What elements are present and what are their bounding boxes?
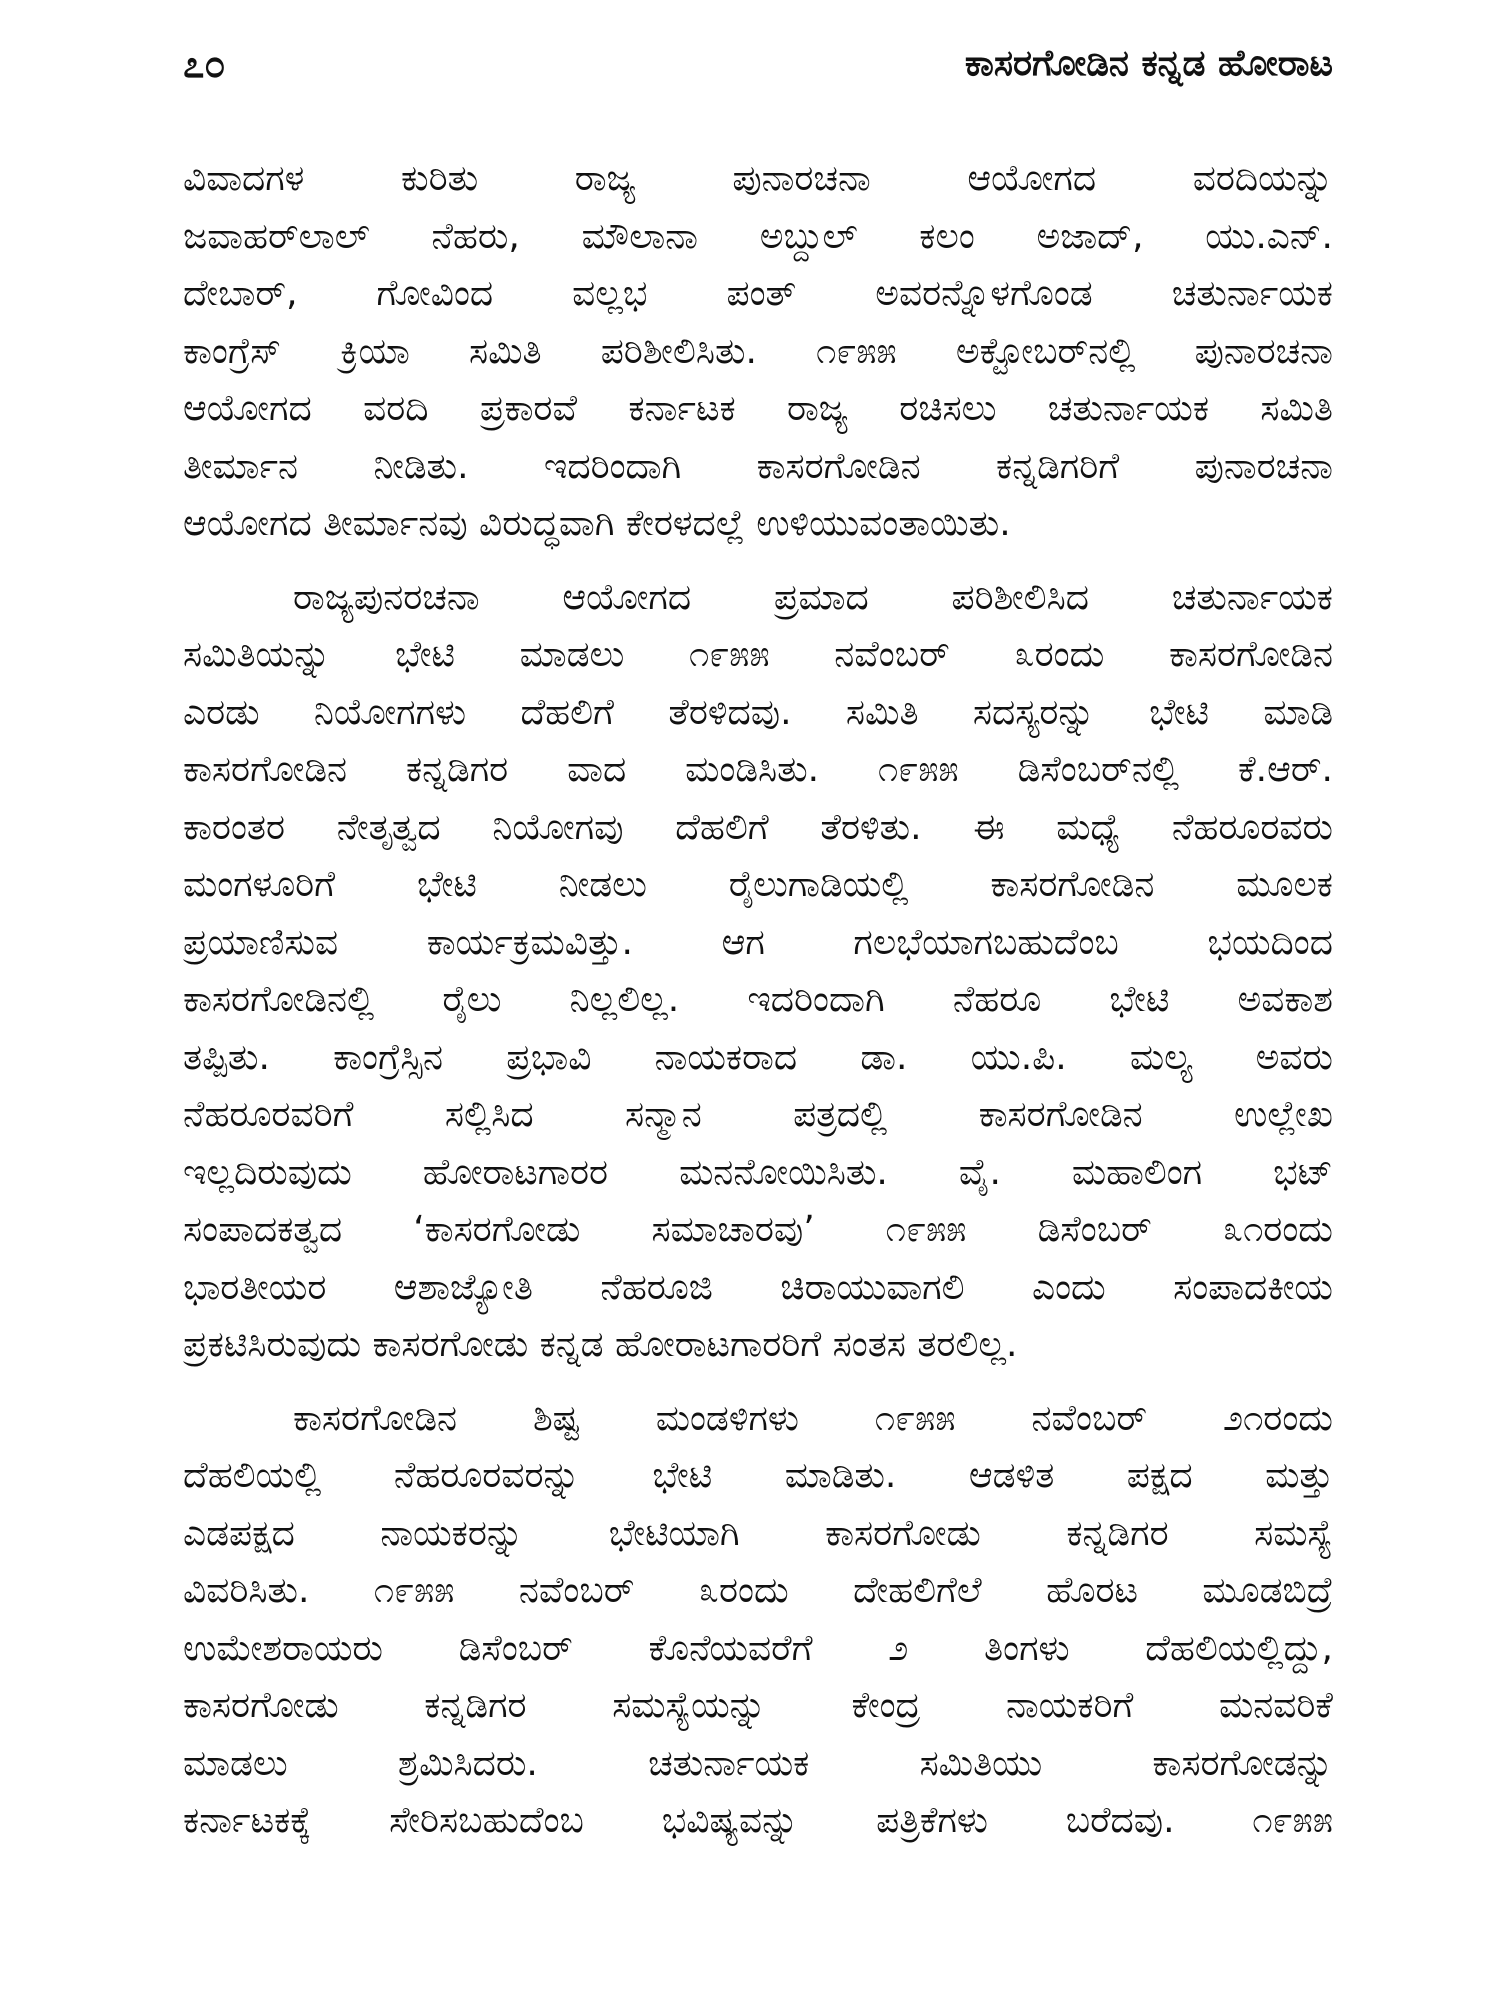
page-number: ೭೦ [183, 42, 226, 86]
paragraph-gap [183, 553, 1333, 569]
text-line: ಆಯೋಗದ ವರದಿ ಪ್ರಕಾರವೆ ಕರ್ನಾಟಕ ರಾಜ್ಯ ರಚಿಸಲು ಚತುರ್ನಾಯಕ ಸಮಿತಿ [183, 388, 1333, 429]
book-title: ಕಾಸರಗೋಡಿನ ಕನ್ನಡ ಹೋರಾಟ [964, 43, 1333, 84]
running-header [183, 34, 1333, 94]
paragraph-1 [183, 150, 1333, 553]
text-line: ಇಲ್ಲದಿರುವುದು ಹೋರಾಟಗಾರರ ಮನನೋಯಿಸಿತು. ವೈ. ಮಹಾಲಿಂಗ ಭಟ್ [183, 1151, 1333, 1193]
text-line: ಪ್ರಯಾಣಿಸುವ ಕಾರ್ಯಕ್ರಮವಿತ್ತು. ಆಗ ಗಲಭೆಯಾಗಬಹುದೆಂಬ ಭಯದಿಂದ [183, 921, 1333, 963]
text-line: ಆಯೋಗದ ತೀರ್ಮಾನವು ವಿರುದ್ಧವಾಗಿ ಕೇರಳದಲ್ಲೆ ಉಳಿಯುವಂತಾಯಿತು. [183, 503, 1011, 544]
text-line: ಕಾರಂತರ ನೇತೃತ್ವದ ನಿಯೋಗವು ದೆಹಲಿಗೆ ತೆರಳಿತು. ಈ ಮಧ್ಯೆ ನೆಹರೂರವರು [183, 806, 1333, 848]
text-line: ವಿವರಿಸಿತು. ೧೯೫೫ ನವೆಂಬರ್ ೩ರಂದು ದೇಹಲಿಗೆಲೆ ಹೊರಟ ಮೂಡಬಿದ್ರೆ [183, 1570, 1333, 1611]
text-line: ತೀರ್ಮಾನ ನೀಡಿತು. ಇದರಿಂದಾಗಿ ಕಾಸರಗೋಡಿನ ಕನ್ನಡಿಗರಿಗೆ ಪುನಾರಚನಾ [183, 445, 1333, 487]
text-line: ಜವಾಹರ್‌ಲಾಲ್ ನೆಹರು, ಮೌಲಾನಾ ಅಬ್ದುಲ್ ಕಲಂ ಅಜಾದ್, ಯು.ಎನ್. [183, 215, 1333, 257]
text-line: ನೆಹರೂರವರಿಗೆ ಸಲ್ಲಿಸಿದ ಸನ್ಮಾನ ಪತ್ರದಲ್ಲಿ ಕಾಸರಗೋಡಿನ ಉಲ್ಲೇಖ [183, 1094, 1333, 1135]
text-line: ಕರ್ನಾಟಕಕ್ಕೆ ಸೇರಿಸಬಹುದೆಂಬ ಭವಿಷ್ಯವನ್ನು ಪತ್ರಿಕೆಗಳು ಬರೆದವು. ೧೯೫೫ [183, 1800, 1333, 1841]
text-line: ಪ್ರಕಟಿಸಿರುವುದು ಕಾಸರಗೋಡು ಕನ್ನಡ ಹೋರಾಟಗಾರರಿಗೆ ಸಂತಸ ತರಲಿಲ್ಲ. [183, 1324, 1018, 1365]
body-text [183, 150, 1333, 1850]
text-line: ಕಾಂಗ್ರೆಸ್ ಕ್ರಿಯಾ ಸಮಿತಿ ಪರಿಶೀಲಿಸಿತು. ೧೯೫೫ ಅಕ್ಟೋಬರ್‌ನಲ್ಲಿ ಪುನಾರಚನಾ [183, 330, 1333, 372]
text-line: ಕಾಸರಗೋಡಿನ ಕನ್ನಡಿಗರ ವಾದ ಮಂಡಿಸಿತು. ೧೯೫೫ ಡಿಸೆಂಬರ್‌ನಲ್ಲಿ ಕೆ.ಆರ್. [183, 749, 1333, 790]
text-line: ಎಡಪಕ್ಷದ ನಾಯಕರನ್ನು ಭೇಟಿಯಾಗಿ ಕಾಸರಗೋಡು ಕನ್ನಡಿಗರ ಸಮಸ್ಯೆ [183, 1512, 1333, 1554]
paragraph-2 [183, 569, 1333, 1374]
text-line: ಮಂಗಳೂರಿಗೆ ಭೇಟಿ ನೀಡಲು ರೈಲುಗಾಡಿಯಲ್ಲಿ ಕಾಸರಗೋಡಿನ ಮೂಲಕ [183, 864, 1333, 905]
text-line: ತಪ್ಪಿತು. ಕಾಂಗ್ರೆಸ್ಸಿನ ಪ್ರಭಾವಿ ನಾಯಕರಾದ ಡಾ. ಯು.ಪಿ. ಮಲ್ಯ ಅವರು [183, 1036, 1333, 1078]
text-line: ಮಾಡಲು ಶ್ರಮಿಸಿದರು. ಚತುರ್ನಾಯಕ ಸಮಿತಿಯು ಕಾಸರಗೋಡನ್ನು [183, 1742, 1333, 1784]
text-line: ರಾಜ್ಯಪುನರಚನಾ ಆಯೋಗದ ಪ್ರಮಾದ ಪರಿಶೀಲಿಸಿದ ಚತುರ್ನಾಯಕ [293, 576, 1333, 618]
text-line: ಕಾಸರಗೋಡಿನಲ್ಲಿ ರೈಲು ನಿಲ್ಲಲಿಲ್ಲ. ಇದರಿಂದಾಗಿ ನೆಹರೂ ಭೇಟಿ ಅವಕಾಶ [183, 979, 1333, 1020]
text-line: ವಿವಾದಗಳ ಕುರಿತು ರಾಜ್ಯ ಪುನಾರಚನಾ ಆಯೋಗದ ವರದಿಯನ್ನು [183, 158, 1333, 199]
paragraph-3 [183, 1390, 1333, 1850]
text-line: ಭಾರತೀಯರ ಆಶಾಜ್ಯೋತಿ ನೆಹರೂಜಿ ಚಿರಾಯುವಾಗಲಿ ಎಂದು ಸಂಪಾದಕೀಯ [183, 1266, 1333, 1308]
text-line: ದೇಬಾರ್, ಗೋವಿಂದ ವಲ್ಲಭ ಪಂತ್ ಅವರನ್ನೊಳಗೊಂಡ ಚತುರ್ನಾಯಕ [183, 273, 1333, 314]
text-line: ಕಾಸರಗೋಡು ಕನ್ನಡಿಗರ ಸಮಸ್ಯೆಯನ್ನು ಕೇಂದ್ರ ನಾಯಕರಿಗೆ ಮನವರಿಕೆ [183, 1685, 1333, 1726]
text-line: ಉಮೇಶರಾಯರು ಡಿಸೆಂಬರ್ ಕೊನೆಯವರೆಗೆ ೨ ತಿಂಗಳು ದೆಹಲಿಯಲ್ಲಿದ್ದು, [183, 1627, 1333, 1669]
paragraph-gap [183, 1374, 1333, 1390]
text-line: ದೆಹಲಿಯಲ್ಲಿ ನೆಹರೂರವರನ್ನು ಭೇಟಿ ಮಾಡಿತು. ಆಡಳಿತ ಪಕ್ಷದ ಮತ್ತು [183, 1455, 1333, 1496]
text-line: ಕಾಸರಗೋಡಿನ ಶಿಷ್ಟ ಮಂಡಳಿಗಳು ೧೯೫೫ ನವೆಂಬರ್ ೨೧ರಂದು [293, 1397, 1333, 1439]
text-line: ಸಂಪಾದಕತ್ವದ ‘ಕಾಸರಗೋಡು ಸಮಾಚಾರವು’ ೧೯೫೫ ಡಿಸೆಂಬರ್ ೩೧ರಂದು [183, 1209, 1333, 1250]
text-line: ಸಮಿತಿಯನ್ನು ಭೇಟಿ ಮಾಡಲು ೧೯೫೫ ನವೆಂಬರ್ ೩ರಂದು ಕಾಸರಗೋಡಿನ [183, 634, 1333, 675]
text-line: ಎರಡು ನಿಯೋಗಗಳು ದೆಹಲಿಗೆ ತೆರಳಿದವು. ಸಮಿತಿ ಸದಸ್ಯರನ್ನು ಭೇಟಿ ಮಾಡಿ [183, 691, 1333, 733]
